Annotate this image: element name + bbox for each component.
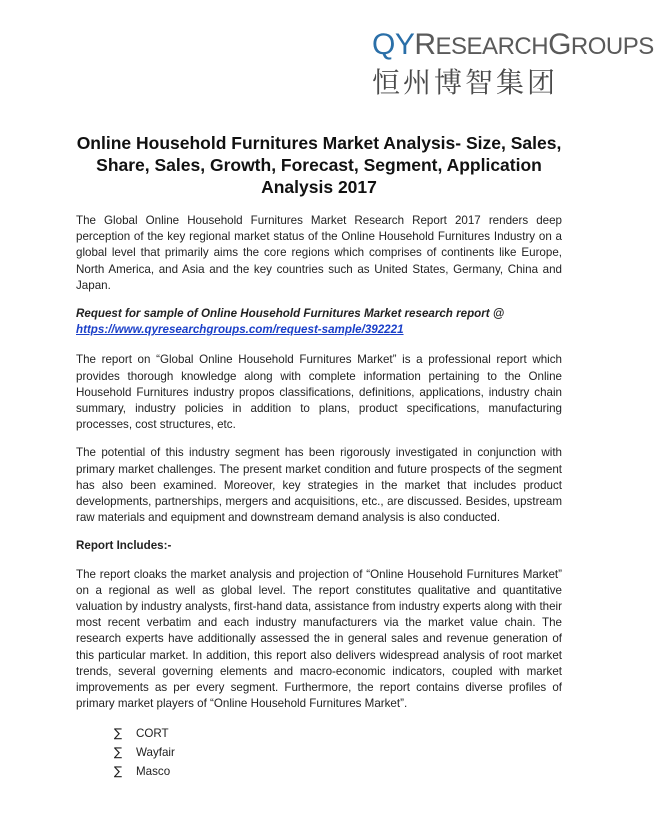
company-logo — [372, 28, 654, 110]
logo-chinese-name: 恒州博智集团 — [372, 66, 559, 99]
report-includes-heading: Report Includes:- — [76, 539, 172, 553]
sample-request-link[interactable]: https://www.qyresearchgroups.com/request-sample/392221 — [76, 323, 404, 337]
industry-potential-paragraph: The potential of this industry segment has been rigorously investigated in conjunction with primary market challenges. The present market condition and future prospects of the segment has also been examined. Moreover, key strategies in the market that includes product developments, partnerships, mergers and acquisitions, etc., are discussed. Besides, upstream raw materials and equipment and downstream demand analysis is also conducted. — [76, 446, 562, 525]
logo-wordmark — [372, 28, 654, 62]
document-body — [76, 213, 562, 781]
list-item — [114, 743, 562, 762]
sigma-bullet-icon: ∑ — [114, 764, 123, 779]
player-name: Masco — [136, 765, 171, 779]
sigma-bullet-icon: ∑ — [114, 726, 123, 741]
list-item — [114, 724, 562, 743]
sample-request-label: Request for sample of Online Household Furnitures Market research report @ — [76, 307, 505, 321]
sample-request — [76, 306, 562, 338]
logo-research-rest: ESEARCH — [435, 33, 549, 60]
report-description-paragraph: The report on “Global Online Household Furnitures Market” is a professional report which provides thorough knowledge along with complete information pertaining to the Online Household Furnitures industry propos classifications, definitions, applications, industry chain summary, industry policies in addition to plans, product specifications, manufacturing processes, cost structures, etc. — [76, 353, 562, 432]
sigma-bullet-icon: ∑ — [114, 745, 123, 760]
logo-groups-rest: ROUPS — [570, 33, 654, 60]
list-item — [114, 762, 562, 781]
logo-letter-q: Q — [372, 28, 395, 61]
player-name: Wayfair — [136, 746, 175, 760]
logo-letter-y: Y — [394, 28, 415, 61]
intro-paragraph: The Global Online Household Furnitures Market Research Report 2017 renders deep perception of the key regional market status of the Online Household Furnitures Industry on a global level that primarily aims the core regions which comprises of continents like Europe, North America, and Asia and the key countries such as United States, Germany, China and Japan. — [76, 214, 562, 292]
player-name: CORT — [136, 727, 169, 741]
players-list — [76, 724, 562, 781]
market-analysis-paragraph: The report cloaks the market analysis and projection of “Online Household Furnitures Market” on a regional as well as global level. The report constitutes qualitative and quantitative valuation by industry analysts, first-hand data, assistance from industry experts along with their most recent verbatim and each industry manufacturers via the market value chain. The research experts have additionally assessed the in general sales and revenue generation of this particular market. In addition, this report also delivers widespread analysis of root market trends, several governing elements and macro-economic indicators, coupled with market improvements as per every segment. Furthermore, the report contains diverse profiles of primary market players of “Online Household Furnitures Market”. — [76, 567, 562, 711]
logo-letter-g: G — [548, 28, 571, 61]
logo-letter-r: R — [414, 28, 436, 61]
document-title: Online Household Furnitures Market Analysis- Size, Sales, Share, Sales, Growth, Forecast, Segment, Application Analysis 2017 — [76, 133, 562, 197]
